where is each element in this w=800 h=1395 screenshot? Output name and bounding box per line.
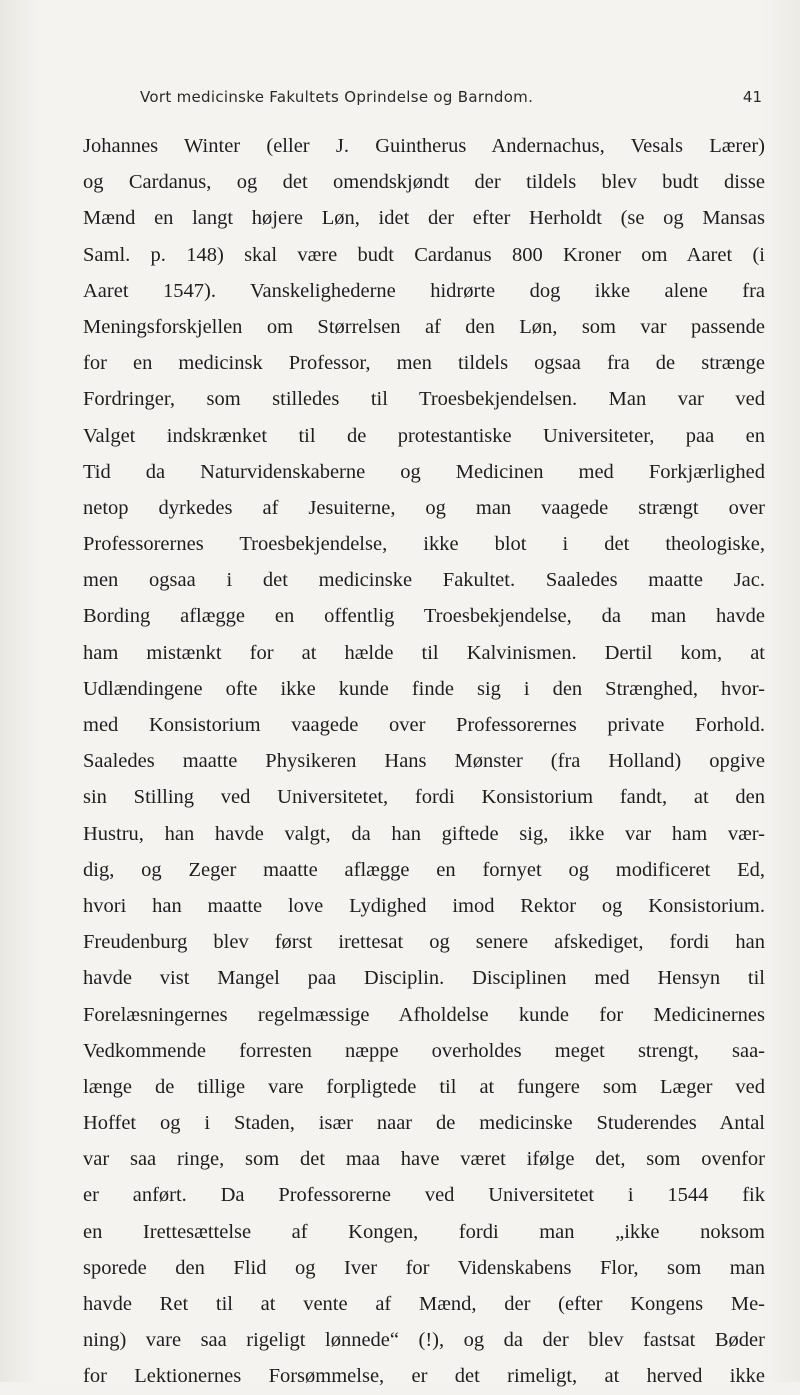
text-line: for en medicinsk Professor, men tildels ogsaa fra de strænge — [83, 352, 765, 375]
text-line: Saml. p. 148) skal være budt Cardanus 800 Kroner om Aaret (i — [83, 243, 765, 266]
text-line: Tid da Naturvidenskaberne og Medicinen med Forkjærlighed — [83, 460, 765, 483]
text-line: dig, og Zeger maatte aflægge en fornyet og modificeret Ed, — [83, 858, 765, 881]
text-line: havde Ret til at vente af Mænd, der (efter Kongens Me- — [83, 1293, 765, 1315]
text-line: sporede den Flid og Iver for Videnskabens Flor, som man — [83, 1256, 765, 1279]
page-number: 41 — [742, 88, 762, 106]
text-line: Valget indskrænket til de protestantiske Universiteter, paa en — [83, 424, 765, 447]
body-text — [83, 128, 765, 1395]
text-line: en Irettesættelse af Kongen, fordi man „ikke noksom — [83, 1220, 765, 1243]
text-line: Meningsforskjellen om Størrelsen af den Løn, som var passende — [83, 315, 765, 338]
text-line: var saa ringe, som det maa have været ifølge det, som ovenfor — [83, 1148, 765, 1171]
running-title: Vort medicinske Fakultets Oprindelse og Barndom. — [140, 88, 534, 106]
text-line: Saaledes maatte Physikeren Hans Mønster (fra Holland) opgive — [83, 750, 765, 773]
text-line: Mænd en langt højere Løn, idet der efter Herholdt (se og Mansas — [83, 207, 765, 230]
text-line: ning) vare saa rigeligt lønnede“ (!), og da der blev fastsat Bøder — [83, 1329, 765, 1352]
text-line: Johannes Winter (eller J. Guintherus Andernachus, Vesals Lærer) — [83, 135, 765, 157]
text-line: sin Stilling ved Universitetet, fordi Konsistorium fandt, at den — [83, 786, 765, 809]
text-line: Udlændingene ofte ikke kunde finde sig i den Strænghed, hvor- — [83, 677, 765, 700]
text-line: Hustru, han havde valgt, da han giftede sig, ikke var ham vær- — [83, 822, 765, 845]
text-line: længe de tillige vare forpligtede til at fungere som Læger ved — [83, 1075, 765, 1098]
text-line: er anført. Da Professorerne ved Universitetet i 1544 fik — [83, 1184, 765, 1207]
text-line: for Lektionernes Forsømmelse, er det rimeligt, at herved ikke — [83, 1365, 765, 1388]
text-line: hvori han maatte love Lydighed imod Rektor og Konsistorium. — [83, 894, 765, 917]
running-head — [140, 88, 762, 114]
text-line: Hoffet og i Staden, især naar de medicinske Studerendes Antal — [83, 1112, 765, 1135]
text-line: med Konsistorium vaagede over Professorernes private Forhold. — [83, 714, 765, 736]
text-line: Bording aflægge en offentlig Troesbekjendelse, da man havde — [83, 605, 765, 628]
text-line: og Cardanus, og det omendskjøndt der tildels blev budt disse — [83, 171, 765, 194]
text-line: netop dyrkedes af Jesuiterne, og man vaagede strængt over — [83, 496, 765, 519]
text-line: Vedkommende forresten næppe overholdes meget strengt, saa- — [83, 1039, 765, 1062]
text-line: men ogsaa i det medicinske Fakultet. Saaledes maatte Jac. — [83, 569, 765, 592]
text-line: Professorernes Troesbekjendelse, ikke blot i det theologiske, — [83, 533, 765, 556]
text-line: Forelæsningernes regelmæssige Afholdelse kunde for Medicinernes — [83, 1003, 765, 1026]
text-line: ham mistænkt for at hælde til Kalvinismen. Dertil kom, at — [83, 641, 765, 664]
text-line: Aaret 1547). Vanskelighederne hidrørte dog ikke alene fra — [83, 279, 765, 302]
text-line: Fordringer, som stilledes til Troesbekjendelsen. Man var ved — [83, 388, 765, 411]
text-line: Freudenburg blev først irettesat og senere afskediget, fordi han — [83, 931, 765, 954]
text-line: havde vist Mangel paa Disciplin. Disciplinen med Hensyn til — [83, 967, 765, 990]
